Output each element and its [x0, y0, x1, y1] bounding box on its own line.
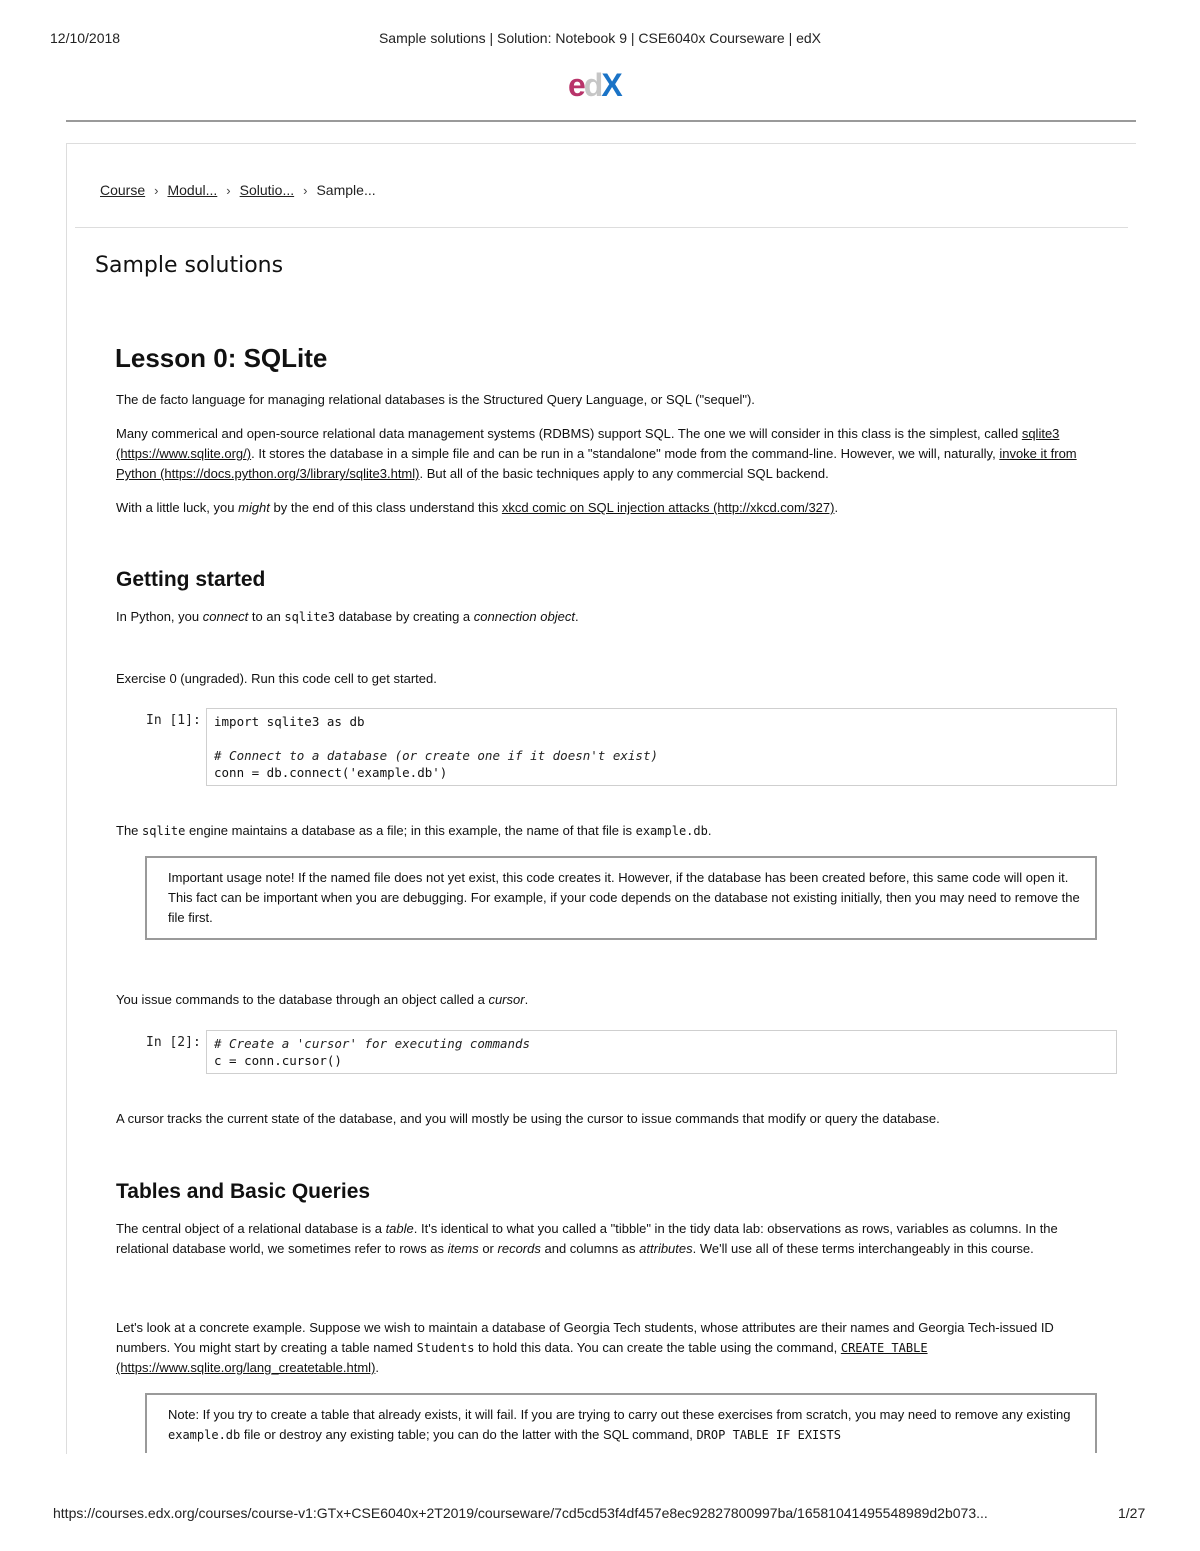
code-input[interactable]: import sqlite3 as db # Connect to a database (or create one if it doesn't exist) conn = db.connect('example.db') — [206, 708, 1117, 786]
create-table-link[interactable]: CREATE TABLE (https://www.sqlite.org/lang_createtable.html) — [116, 1341, 928, 1375]
lesson-paragraph-2: Many commerical and open-source relational data management systems (RDBMS) support SQL. The one we will consider in this class is the simplest, called sqlite3 (https://www.sqlite.org/). It stores the database in a simple file and can be run in a "standalone" mode from the command-line. However, we will, naturally, invoke it from Python (https://docs.python.org/3/library/sqlite3.html). But all of the basic techniques apply to any commercial SQL backend. — [116, 426, 1077, 481]
sqlite-file-paragraph: The sqlite engine maintains a database as a file; in this example, the name of that file is example.db. — [116, 823, 712, 838]
print-title: Sample solutions | Solution: Notebook 9 | CSE6040x Courseware | edX — [378, 30, 822, 46]
cell-prompt: In [2]: — [146, 1035, 201, 1050]
cell-prompt: In [1]: — [146, 713, 201, 728]
code-input[interactable]: # Create a 'cursor' for executing commands c = conn.cursor() — [206, 1030, 1117, 1074]
breadcrumb-solution[interactable]: Solutio... — [239, 182, 295, 198]
xkcd-link[interactable]: xkcd comic on SQL injection attacks (http://xkcd.com/327) — [501, 500, 835, 515]
tables-paragraph-2: Let's look at a concrete example. Suppose we wish to maintain a database of Georgia Tech students, whose attributes are their names and Georgia Tech-issued ID numbers. You might start by creating a table named Students to hold this data. You can create the table using the command, CREATE TABLE (https://www.sqlite.org/lang_createtable.html). — [116, 1320, 1054, 1375]
lesson-paragraph-1: The de facto language for managing relational databases is the Structured Query Language, or SQL ("sequel"). — [116, 392, 755, 407]
print-date: 12/10/2018 — [50, 30, 121, 46]
lesson-intro — [116, 390, 1106, 518]
chevron-right-icon: › — [303, 182, 308, 198]
edx-logo[interactable]: edX — [568, 67, 621, 103]
tables-paragraph-1: The central object of a relational database is a table. It's identical to what you called a "tibble" in the tidy data lab: observations as rows, variables as columns. In the relational database world, we sometimes refer to rows as items or records and columns as attributes. We'll use all of these terms interchangeably in this course. — [116, 1221, 1058, 1256]
chevron-right-icon: › — [226, 182, 231, 198]
print-header — [0, 30, 1200, 50]
cursor-tracks-paragraph: A cursor tracks the current state of the database, and you will mostly be using the cursor to issue commands that modify or query the database. — [116, 1111, 940, 1126]
exercise-label: Exercise 0 (ungraded). Run this code cell to get started. — [116, 671, 437, 686]
chevron-right-icon: › — [154, 182, 159, 198]
python-sqlite3-link[interactable]: invoke it from Python (https://docs.python.org/3/library/sqlite3.html) — [116, 446, 1077, 481]
breadcrumb-module[interactable]: Modul... — [167, 182, 218, 198]
breadcrumb-course[interactable]: Course — [100, 182, 146, 198]
code-cell-1 — [146, 708, 1117, 786]
header-divider — [66, 120, 1136, 122]
drop-table-note: Note: If you try to create a table that already exists, it will fail. If you are trying to carry out these exercises from scratch, you may need to remove any existing example.db file or destroy any existing table; you can do the latter with the SQL command, DROP TABLE IF EXISTS — [145, 1393, 1097, 1453]
tables-heading: Tables and Basic Queries — [116, 1180, 371, 1203]
sqlite-link[interactable]: sqlite3 (https://www.sqlite.org/) — [116, 426, 1060, 461]
breadcrumb — [100, 182, 376, 198]
getting-started-intro: In Python, you connect to an sqlite3 database by creating a connection object. — [116, 609, 579, 624]
print-url: https://courses.edx.org/courses/course-v1:GTx+CSE6040x+2T2019/courseware/7cd5cd53f4df457e8ec92827800997ba/16581041495548989d2b073... — [53, 1505, 988, 1521]
lesson-paragraph-3: With a little luck, you might by the end of this class understand this xkcd comic on SQL injection attacks (http://xkcd.com/327). — [116, 500, 839, 515]
code-cell-2 — [146, 1030, 1117, 1074]
cursor-paragraph: You issue commands to the database through an object called a cursor. — [116, 992, 529, 1007]
breadcrumb-current: Sample... — [316, 182, 376, 198]
page-title: Sample solutions — [95, 253, 284, 278]
lesson-heading: Lesson 0: SQLite — [115, 343, 328, 373]
page-number: 1/27 — [1118, 1505, 1146, 1521]
usage-note: Important usage note! If the named file does not yet exist, this code creates it. However, if the database has been created before, this same code will open it. This fact can be important when you are debugging. For example, if your code depends on the database not existing initially, then you may need to remove the file first. — [145, 856, 1097, 940]
getting-started-heading: Getting started — [116, 568, 266, 591]
breadcrumb-divider — [75, 227, 1128, 228]
